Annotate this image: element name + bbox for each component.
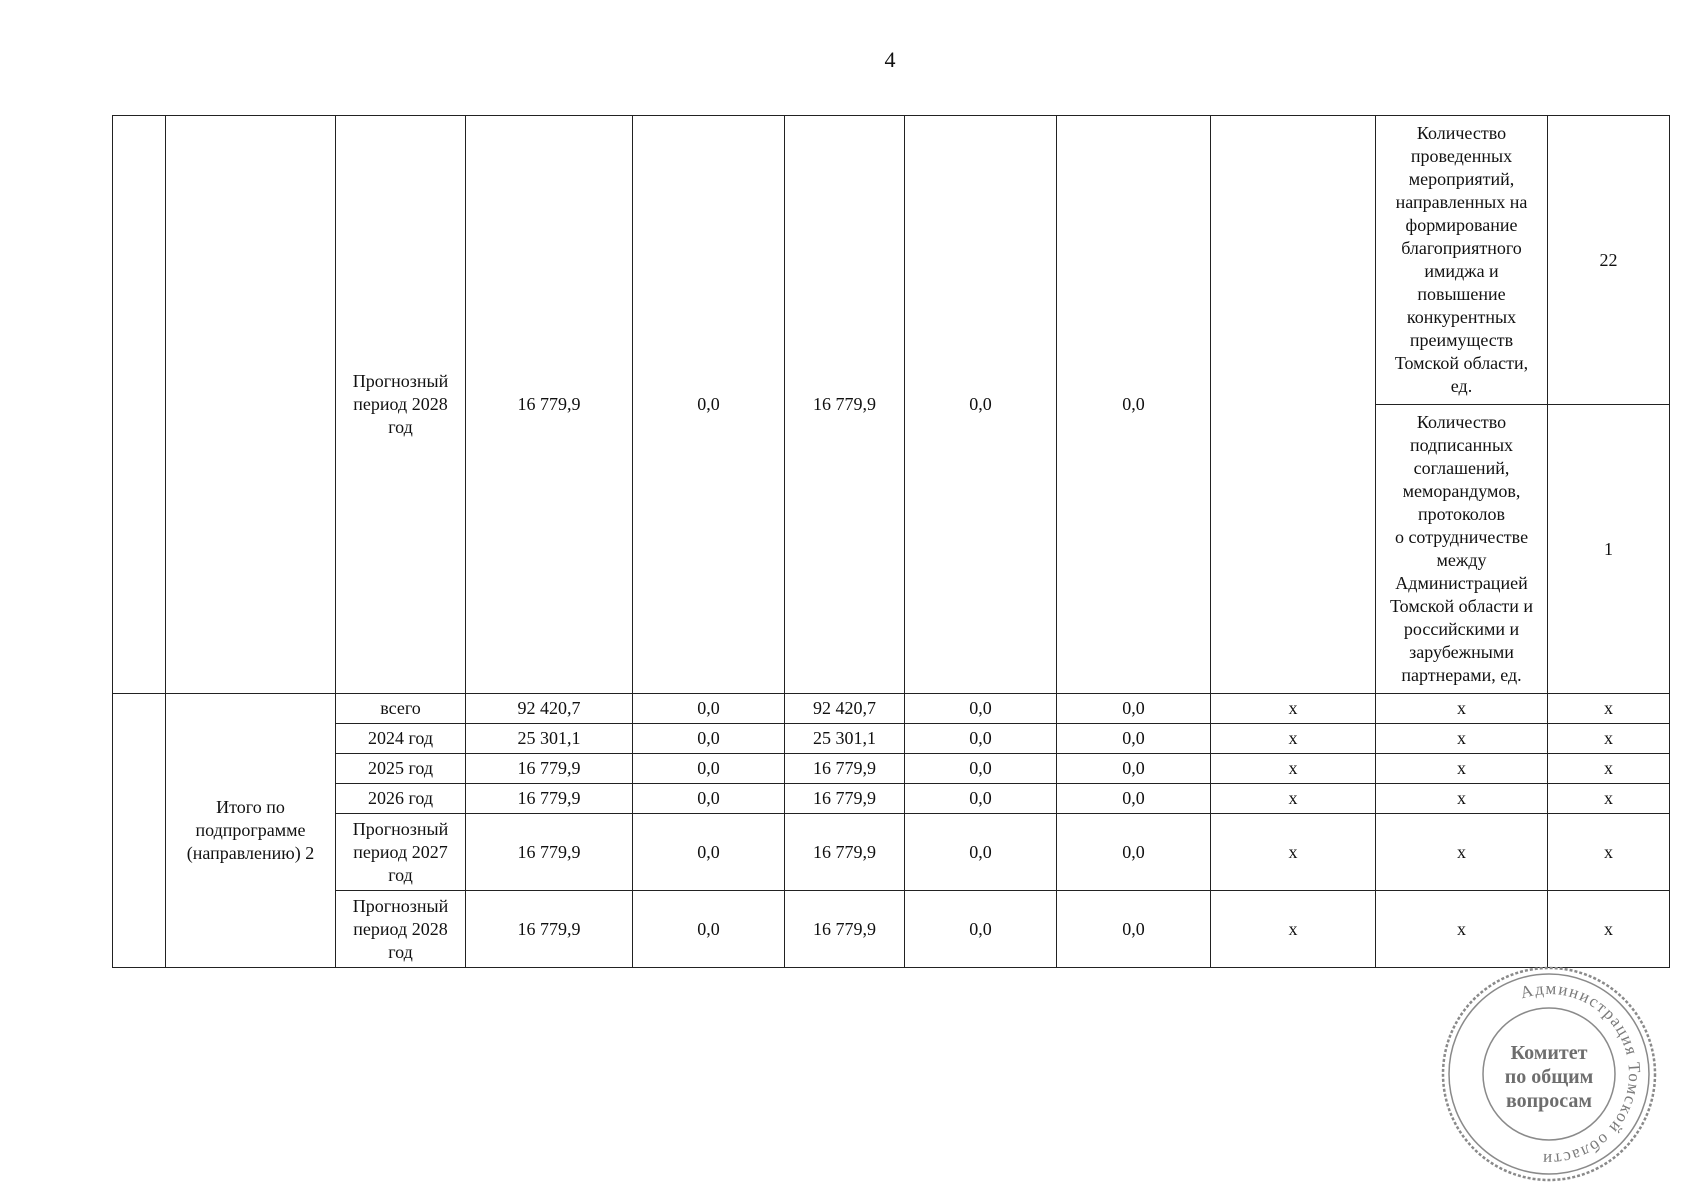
value-cell: 0,0 <box>633 724 785 754</box>
stamp-center-line: по общим <box>1504 1066 1594 1088</box>
value-cell: 0,0 <box>633 784 785 814</box>
executor-cell <box>1211 116 1376 694</box>
value-cell: 0,0 <box>905 891 1057 968</box>
value-cell: 16 779,9 <box>466 891 633 968</box>
value-cell: 16 779,9 <box>466 754 633 784</box>
value-cell: 0,0 <box>1057 814 1211 891</box>
table-row <box>113 724 1670 754</box>
mark-cell: x <box>1376 754 1548 784</box>
number-cell <box>113 116 166 694</box>
value-cell: 0,0 <box>633 891 785 968</box>
period-cell: Прогнозный период 2027 год <box>336 814 466 891</box>
table-row <box>113 116 1670 405</box>
number-cell <box>113 694 166 968</box>
total-label-cell: Итого по подпрограмме (направлению) 2 <box>166 694 336 968</box>
value-cell: 0,0 <box>905 724 1057 754</box>
value-cell: 0,0 <box>905 116 1057 694</box>
table-row <box>113 814 1670 891</box>
mark-cell: x <box>1376 694 1548 724</box>
value-cell: 0,0 <box>633 694 785 724</box>
value-cell: 25 301,1 <box>466 724 633 754</box>
indicator-name-cell: Количество подписанных соглашений, меморандумов, протоколов о сотрудничестве между Администрацией Томской области и российскими и зарубежными партнерами, ед. <box>1376 405 1548 694</box>
table-row <box>113 891 1670 968</box>
period-cell: 2026 год <box>336 784 466 814</box>
value-cell: 0,0 <box>633 754 785 784</box>
table-row <box>113 754 1670 784</box>
table-row <box>113 694 1670 724</box>
value-cell: 16 779,9 <box>785 116 905 694</box>
stamp-ring-text: Администрация Томской области <box>1518 978 1645 1170</box>
mark-cell: x <box>1211 814 1376 891</box>
value-cell: 16 779,9 <box>785 814 905 891</box>
value-cell: 16 779,9 <box>466 116 633 694</box>
page-number: 4 <box>884 47 896 72</box>
value-cell: 16 779,9 <box>785 754 905 784</box>
mark-cell: x <box>1211 784 1376 814</box>
mark-cell: x <box>1548 814 1670 891</box>
value-cell: 92 420,7 <box>785 694 905 724</box>
value-cell: 25 301,1 <box>785 724 905 754</box>
value-cell: 0,0 <box>1057 891 1211 968</box>
indicator-value-cell: 22 <box>1548 116 1670 405</box>
stamp-center-line: вопросам <box>1505 1090 1593 1112</box>
value-cell: 16 779,9 <box>466 814 633 891</box>
value-cell: 0,0 <box>1057 754 1211 784</box>
value-cell: 0,0 <box>905 784 1057 814</box>
value-cell: 0,0 <box>1057 116 1211 694</box>
value-cell: 0,0 <box>905 754 1057 784</box>
mark-cell: x <box>1548 694 1670 724</box>
mark-cell: x <box>1211 724 1376 754</box>
table-row <box>113 784 1670 814</box>
value-cell: 16 779,9 <box>785 784 905 814</box>
period-cell: Прогнозный период 2028 год <box>336 116 466 694</box>
value-cell: 0,0 <box>633 116 785 694</box>
stamp-center-line: Комитет <box>1510 1042 1588 1064</box>
period-cell: 2024 год <box>336 724 466 754</box>
mark-cell: x <box>1548 784 1670 814</box>
value-cell: 92 420,7 <box>466 694 633 724</box>
mark-cell: x <box>1548 891 1670 968</box>
value-cell: 0,0 <box>1057 784 1211 814</box>
value-cell: 0,0 <box>1057 694 1211 724</box>
mark-cell: x <box>1211 694 1376 724</box>
value-cell: 0,0 <box>1057 724 1211 754</box>
period-cell: всего <box>336 694 466 724</box>
financing-table <box>112 115 1670 968</box>
mark-cell: x <box>1211 891 1376 968</box>
indicator-value-cell: 1 <box>1548 405 1670 694</box>
official-stamp <box>1437 962 1661 1186</box>
mark-cell: x <box>1548 754 1670 784</box>
mark-cell: x <box>1376 891 1548 968</box>
value-cell: 0,0 <box>905 814 1057 891</box>
mark-cell: x <box>1376 784 1548 814</box>
period-cell: Прогнозный период 2028 год <box>336 891 466 968</box>
mark-cell: x <box>1211 754 1376 784</box>
value-cell: 16 779,9 <box>466 784 633 814</box>
period-cell: 2025 год <box>336 754 466 784</box>
mark-cell: x <box>1376 814 1548 891</box>
value-cell: 16 779,9 <box>785 891 905 968</box>
value-cell: 0,0 <box>633 814 785 891</box>
name-cell <box>166 116 336 694</box>
mark-cell: x <box>1376 724 1548 754</box>
indicator-name-cell: Количество проведенных мероприятий, направленных на формирование благоприятного имиджа и повышение конкурентных преимуществ Томской области, ед. <box>1376 116 1548 405</box>
mark-cell: x <box>1548 724 1670 754</box>
value-cell: 0,0 <box>905 694 1057 724</box>
